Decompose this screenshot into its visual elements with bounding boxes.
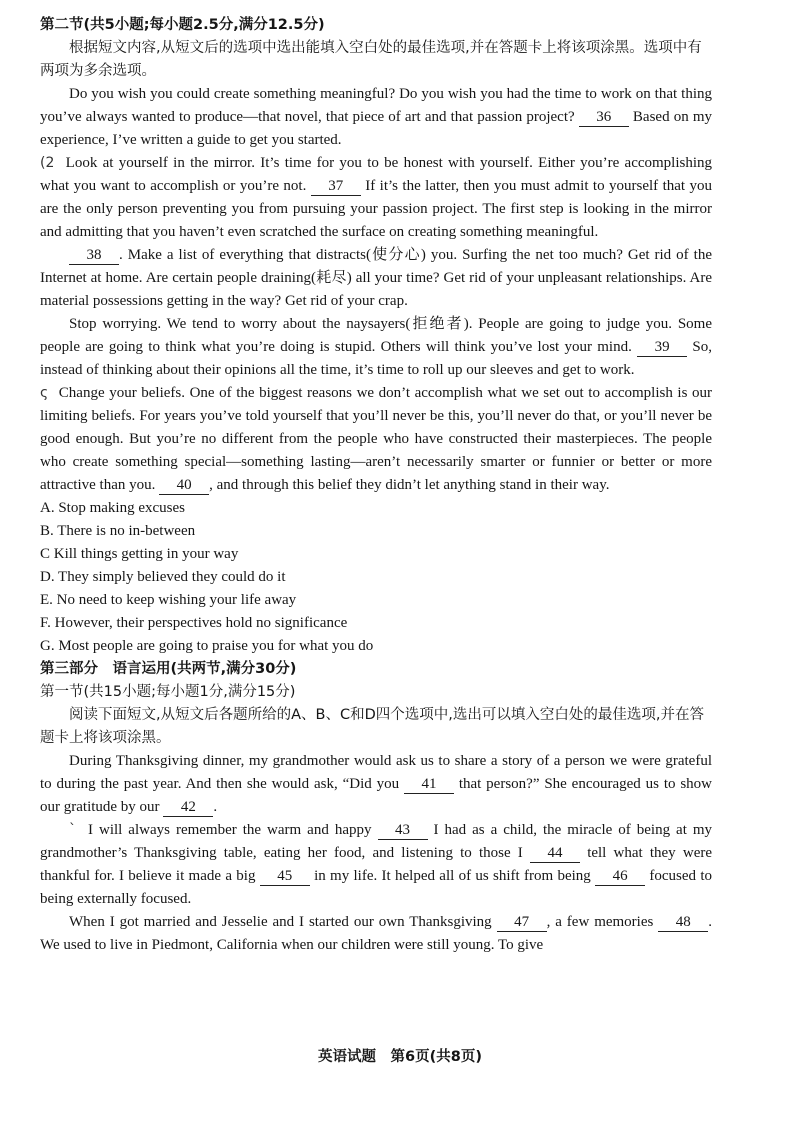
paragraph-text: focused to being externally focused. (40, 868, 713, 907)
section2-heading: 第二节(共5小题;每小题2.5分,满分12.5分) (40, 17, 325, 33)
paragraph-text: When I got married and Jesselie and I started our own Thanksgiving (69, 914, 492, 930)
page-content (40, 14, 712, 957)
paragraph-text: I had as a child, the miracle of being at my grandmother’s Thanksgiving table, eating her food, and listening to those I (40, 822, 713, 861)
option-item: B. There is no in-between (40, 523, 196, 539)
options-list (40, 497, 712, 658)
paragraph-text: Based on my experience, I’ve written a guide to get you started. (40, 109, 712, 148)
paragraph-text: , and through this belief they didn’t let anything stand in their way. (209, 477, 610, 493)
answer-blank[interactable]: 44 (530, 845, 580, 863)
option-item: A. Stop making excuses (40, 500, 185, 516)
passage-paragraph (40, 382, 712, 497)
part3-instruction: 阅读下面短文,从短文后各题所给的A、B、C和D四个选项中,选出可以填入空白处的最佳选项,并在答题卡上将该项涂黑。 (40, 707, 704, 746)
answer-blank[interactable]: 39 (637, 339, 687, 357)
handwritten-mark: ς (40, 385, 49, 401)
passage-paragraph (40, 244, 712, 313)
option-item: D. They simply believed they could do it (40, 569, 286, 585)
passage-paragraph (40, 911, 712, 957)
page-footer: 英语试题 第6页(共8页) (318, 1049, 482, 1065)
answer-blank[interactable]: 47 (497, 914, 547, 932)
option-item: G. Most people are going to praise you for what you do (40, 638, 374, 654)
handwritten-mark: (2 (40, 155, 55, 171)
passage-paragraph (40, 819, 712, 911)
passage-paragraph (40, 750, 712, 819)
paragraph-text: that person?” She encouraged us to show our gratitude by our (40, 776, 713, 815)
answer-blank[interactable]: 42 (163, 799, 213, 817)
part3-subheading: 第一节(共15小题;每小题1分,满分15分) (40, 684, 296, 700)
paragraph-text: in my life. It helped all of us shift from being (314, 868, 591, 884)
option-item: F. However, their perspectives hold no significance (40, 615, 348, 631)
answer-blank[interactable]: 37 (311, 178, 361, 196)
answer-blank[interactable]: 38 (69, 247, 119, 265)
option-item: C Kill things getting in your way (40, 546, 239, 562)
paragraph-text: Change your beliefs. One of the biggest reasons we don’t accomplish what we set out to accomplish is our limiting beliefs. For years you’ve told yourself that you’ll never be this, you’ll never do that, or you’ll never be good enough. But you’re no different from the people who have constructed their masterpieces. The people who create something special—something lasting—aren’t necessarily smarter or funnier or better or more attractive than you. (40, 385, 713, 493)
paragraph-text: . Make a list of everything that distracts(使分心) you. Surfing the net too much? Get rid of the Internet at home. Are certain people draining(耗尽) all your time? Get rid of your unpleasant relationships. Are material possessions getting in the way? Get rid of your crap. (40, 247, 712, 309)
paragraph-text: Stop worrying. We tend to worry about the naysayers(拒绝者). People are going to judge you. Some people are going to think what you’re doing is stupid. Others will think you’ve lost your mind. (40, 316, 712, 355)
option-item: E. No need to keep wishing your life away (40, 592, 297, 608)
paragraph-text: tell what they were thankful for. I believe it made a big (40, 845, 713, 884)
paragraph-text: Look at yourself in the mirror. It’s time for you to be honest with yourself. Either you’re accomplishing what you want to accomplish or you’re not. (40, 155, 713, 194)
answer-blank[interactable]: 46 (595, 868, 645, 886)
answer-blank[interactable]: 41 (404, 776, 454, 794)
paragraph-text: I will always remember the warm and happy (88, 822, 372, 838)
handwritten-mark: ` (69, 822, 76, 838)
paragraph-text: Do you wish you could create something meaningful? Do you wish you had the time to work on that thing you’ve always wanted to produce—that novel, that piece of art and that passion project? (40, 86, 712, 125)
answer-blank[interactable]: 45 (260, 868, 310, 886)
passage-paragraph (40, 313, 712, 382)
answer-blank[interactable]: 40 (159, 477, 209, 495)
passage-paragraph (40, 83, 712, 152)
part3-heading: 第三部分 语言运用(共两节,满分30分) (40, 661, 297, 677)
answer-blank[interactable]: 48 (658, 914, 708, 932)
paragraph-text: . We used to live in Piedmont, California when our children were still young. To give (40, 914, 712, 953)
section2-instruction: 根据短文内容,从短文后的选项中选出能填入空白处的最佳选项,并在答题卡上将该项涂黑。选项中有两项为多余选项。 (40, 40, 702, 79)
paragraph-text: . (213, 799, 218, 815)
paragraph-text: During Thanksgiving dinner, my grandmother would ask us to share a story of a person we were grateful to during the past year. And then she would ask, “Did you (40, 753, 712, 792)
answer-blank[interactable]: 36 (579, 109, 629, 127)
paragraph-text: , a few memories (546, 914, 654, 930)
paragraph-text: If it’s the latter, then you must admit to yourself that you are the only person preventing you from pursuing your passion project. The first step is looking in the mirror and admitting that you haven’t even scratched the surface on creating something meaningful. (40, 178, 713, 240)
passage-paragraph (40, 152, 712, 244)
paragraph-text: So, instead of thinking about their opinions all the time, it’s time to roll up our sleeves and get to work. (40, 339, 713, 378)
answer-blank[interactable]: 43 (378, 822, 428, 840)
